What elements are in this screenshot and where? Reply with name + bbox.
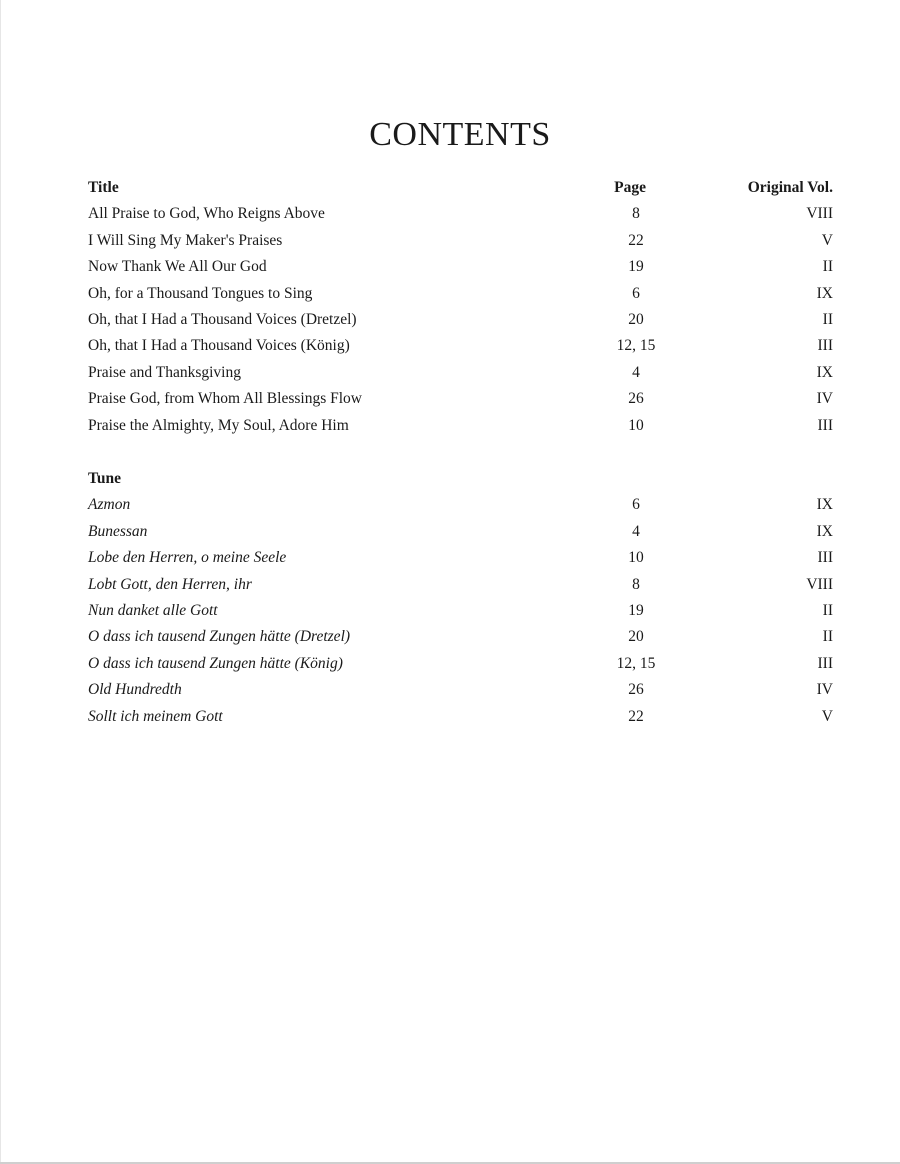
entry-page: 10	[628, 416, 644, 434]
entry-name: Oh, for a Thousand Tongues to Sing	[88, 284, 313, 302]
entry-volume: II	[822, 601, 833, 619]
entry-volume: III	[817, 654, 833, 672]
entry-name: Nun danket alle Gott	[88, 601, 218, 619]
contents-entry	[88, 680, 833, 706]
entry-page: 12, 15	[616, 337, 656, 355]
contents-entry	[88, 522, 833, 548]
entry-volume: IX	[816, 363, 833, 381]
entry-name: Sollt ich meinem Gott	[88, 707, 223, 725]
contents-entry	[88, 707, 833, 733]
entry-volume: V	[821, 707, 833, 725]
tune-header-row	[88, 469, 833, 495]
entry-name: Now Thank We All Our God	[88, 258, 267, 276]
contents-entry	[88, 654, 833, 680]
entry-page: 26	[628, 681, 644, 699]
contents-entry	[88, 416, 833, 442]
entry-volume: IV	[816, 681, 833, 699]
entry-volume: VIII	[806, 205, 833, 223]
entry-name: Azmon	[88, 496, 131, 514]
title-header-row	[88, 178, 833, 204]
entry-volume: III	[817, 337, 833, 355]
entry-page: 12, 15	[616, 654, 656, 672]
entry-page: 20	[628, 310, 644, 328]
title-index-section	[88, 178, 833, 442]
contents-entry	[88, 627, 833, 653]
entry-volume: III	[817, 549, 833, 567]
entry-volume: III	[817, 416, 833, 434]
contents-entry	[88, 495, 833, 521]
entry-page: 4	[632, 522, 640, 540]
entry-name: Lobt Gott, den Herren, ihr	[88, 575, 252, 593]
entry-page: 22	[628, 707, 644, 725]
entry-page: 19	[628, 258, 644, 276]
entry-volume: IV	[816, 390, 833, 408]
entry-volume: IX	[816, 522, 833, 540]
entry-name: All Praise to God, Who Reigns Above	[88, 205, 325, 223]
title-list	[88, 204, 833, 442]
contents-entry	[88, 204, 833, 230]
entry-volume: IX	[816, 284, 833, 302]
entry-volume: II	[822, 310, 833, 328]
contents-entry	[88, 257, 833, 283]
entry-name: Oh, that I Had a Thousand Voices (König)	[88, 337, 350, 355]
entry-volume: II	[822, 628, 833, 646]
entry-page: 26	[628, 390, 644, 408]
contents-entry	[88, 336, 833, 362]
contents-entry	[88, 601, 833, 627]
entry-name: Bunessan	[88, 522, 148, 540]
entry-page: 8	[632, 575, 640, 593]
contents-entry	[88, 231, 833, 257]
entry-page: 22	[628, 231, 644, 249]
tune-column-header: Tune	[88, 470, 122, 487]
entry-volume: VIII	[806, 575, 833, 593]
contents-entry	[88, 548, 833, 574]
entry-page: 8	[632, 205, 640, 223]
entry-name: I Will Sing My Maker's Praises	[88, 231, 283, 249]
contents-entry	[88, 284, 833, 310]
entry-page: 6	[632, 284, 640, 302]
tune-list	[88, 495, 833, 733]
contents-entry	[88, 575, 833, 601]
entry-volume: II	[822, 258, 833, 276]
entry-name: Praise God, from Whom All Blessings Flow	[88, 390, 362, 408]
entry-name: Praise and Thanksgiving	[88, 363, 241, 381]
entry-page: 4	[632, 363, 640, 381]
entry-page: 20	[628, 628, 644, 646]
page-column-header: Page	[614, 179, 646, 196]
tune-index-section	[88, 469, 833, 733]
contents-entry	[88, 363, 833, 389]
page-left-edge	[0, 0, 1, 1164]
entry-name: O dass ich tausend Zungen hätte (König)	[88, 654, 343, 672]
entry-page: 10	[628, 549, 644, 567]
entry-name: Oh, that I Had a Thousand Voices (Dretzel)	[88, 310, 357, 328]
entry-volume: V	[821, 231, 833, 249]
entry-name: Old Hundredth	[88, 681, 182, 699]
entry-page: 6	[632, 496, 640, 514]
contents-entry	[88, 389, 833, 415]
title-column-header: Title	[88, 179, 119, 196]
entry-name: O dass ich tausend Zungen hätte (Dretzel)	[88, 628, 351, 646]
entry-name: Lobe den Herren, o meine Seele	[88, 549, 287, 567]
entry-volume: IX	[816, 496, 833, 514]
entry-name: Praise the Almighty, My Soul, Adore Him	[88, 416, 349, 434]
entry-page: 19	[628, 601, 644, 619]
page-title: CONTENTS	[369, 116, 551, 153]
contents-entry	[88, 310, 833, 336]
volume-column-header: Original Vol.	[747, 179, 833, 196]
